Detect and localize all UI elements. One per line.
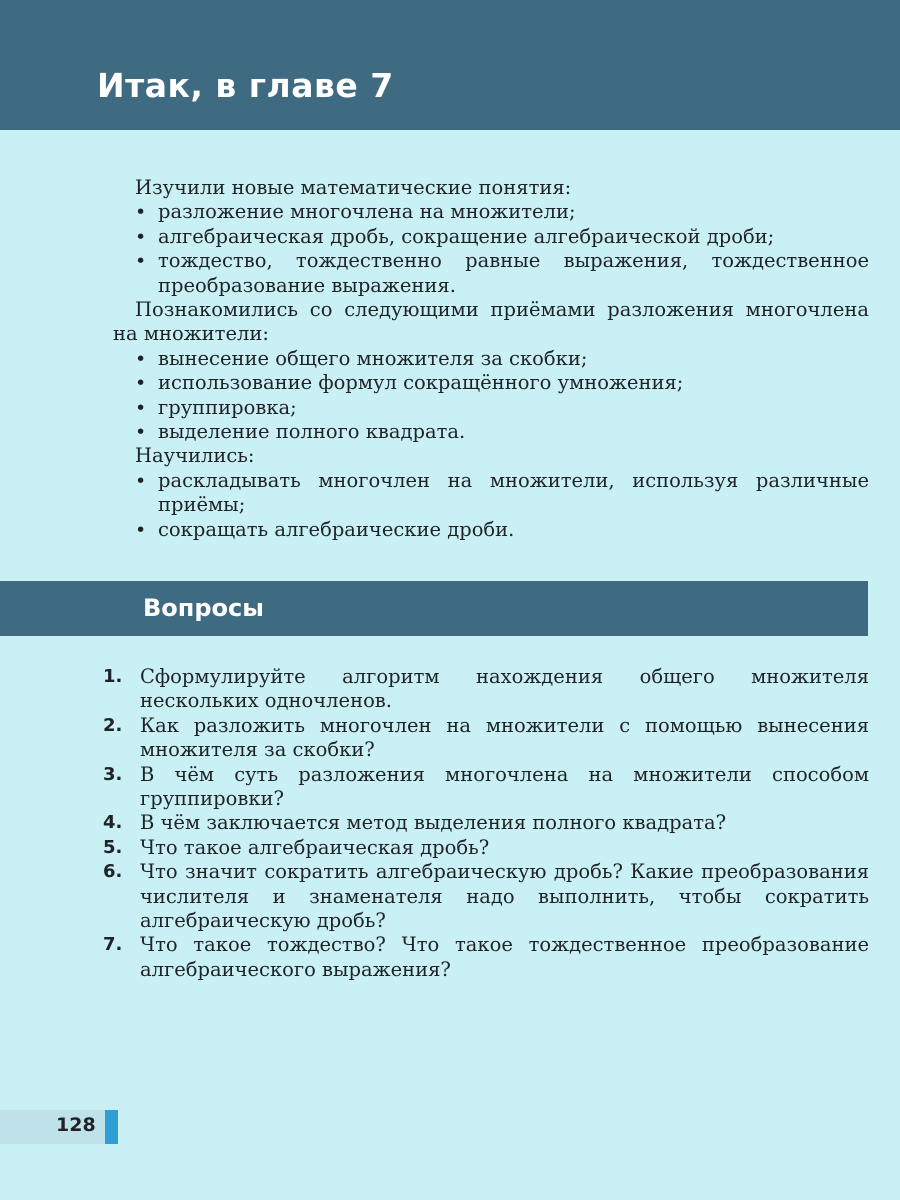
summary-intro-methods: Познакомились со следующими приёмами разложения многочлена на множители: xyxy=(113,298,869,346)
list-item: • выделение полного квадрата. xyxy=(113,420,869,444)
question-number: 6. xyxy=(103,861,123,883)
question-text: Что такое тождество? Что такое тождественное преобразование алгебраического выражения? xyxy=(140,933,869,981)
question-number: 2. xyxy=(103,714,123,736)
question-item xyxy=(95,933,869,982)
question-item xyxy=(95,714,869,763)
question-text: В чём суть разложения многочлена на множители способом группировки? xyxy=(140,762,869,811)
page-number: 128 xyxy=(56,1114,96,1136)
list-item: • вынесение общего множителя за скобки; xyxy=(113,347,869,371)
list-item: • разложение многочлена на множители; xyxy=(113,200,869,224)
question-number: 3. xyxy=(103,763,123,785)
summary-intro-learned: Изучили новые математические понятия: xyxy=(135,176,572,199)
list-item: • алгебраическая дробь, сокращение алгебраической дроби; xyxy=(113,225,869,249)
question-item xyxy=(95,665,869,714)
question-number: 7. xyxy=(103,934,123,956)
questions-section-band xyxy=(0,581,868,636)
page-title: Итак, в главе 7 xyxy=(97,66,394,105)
questions-section-title: Вопросы xyxy=(143,594,264,622)
question-text: Что такое алгебраическая дробь? xyxy=(140,835,490,859)
question-item xyxy=(95,763,869,812)
list-item: • тождество, тождественно равные выражения, тождественное преобразование выражения. xyxy=(113,249,869,298)
questions-list xyxy=(95,665,869,982)
header-band xyxy=(0,0,900,130)
question-number: 1. xyxy=(103,666,123,687)
question-text: Что значит сократить алгебраическую дробь? Какие преобразования числителя и знаменателя надо выполнить, чтобы сократить алгебраическую дробь? xyxy=(140,860,869,933)
question-item xyxy=(95,811,869,835)
summary-intro-skills: Научились: xyxy=(135,444,255,468)
question-number: 4. xyxy=(103,812,123,834)
list-item: • сокращать алгебраические дроби. xyxy=(113,518,869,542)
concepts-list xyxy=(113,200,869,298)
question-item xyxy=(95,836,869,860)
question-text: Как разложить многочлен на множители с помощью вынесения множителя за скобки? xyxy=(140,713,869,762)
chapter-summary xyxy=(113,176,869,542)
list-item: • использование формул сокращённого умножения; xyxy=(113,371,869,395)
methods-list xyxy=(113,347,869,445)
question-number: 5. xyxy=(103,836,123,858)
question-text: Сформулируйте алгоритм нахождения общего множителя нескольких одночленов. xyxy=(140,665,869,713)
list-item: • раскладывать многочлен на множители, используя различные приёмы; xyxy=(113,469,869,518)
question-item xyxy=(95,860,869,933)
skills-list xyxy=(113,469,869,542)
question-text: В чём заключается метод выделения полного квадрата? xyxy=(140,811,727,835)
list-item: • группировка; xyxy=(113,396,869,420)
page-number-accent-bar xyxy=(105,1110,118,1144)
